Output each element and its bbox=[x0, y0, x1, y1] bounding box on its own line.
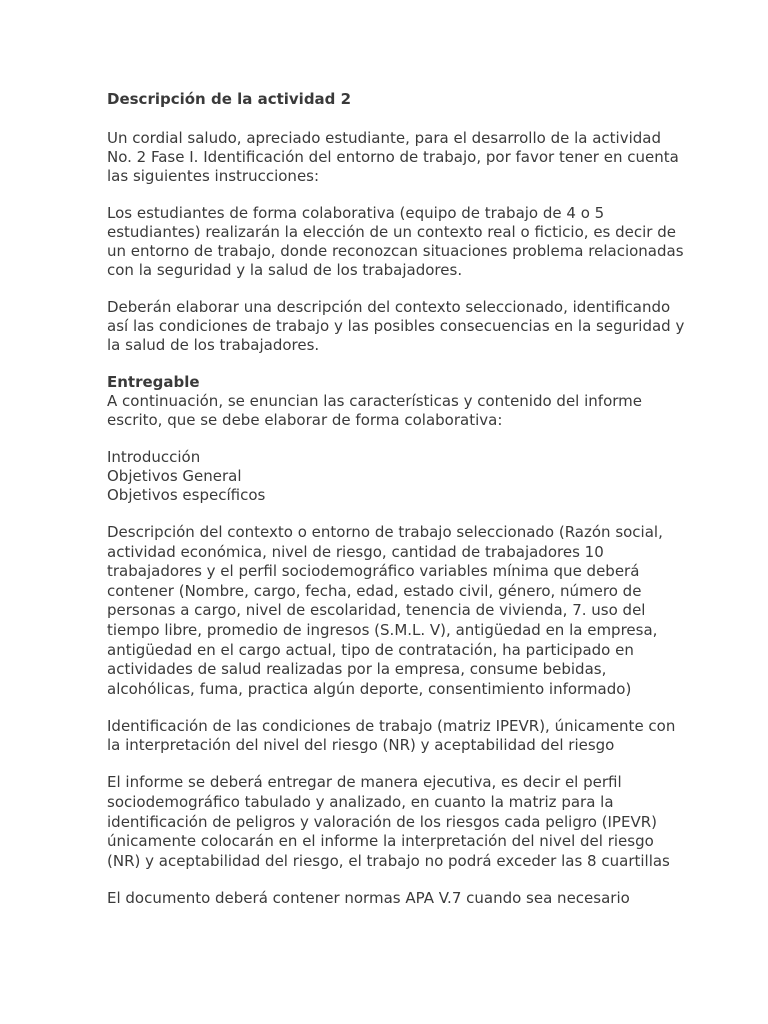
context-description-paragraph: Descripción del contexto o entorno de trabajo seleccionado (Razón social, actividad económica, nivel de riesgo, cantidad de trabajadores 10 trabajadores y el perfil sociodemográfico variables mínima que deberá contener (Nombre, cargo, fecha, edad, estado civil, género, número de personas a cargo, nivel de escolaridad, tenencia de vivienda, 7. uso del tiempo libre, promedio de ingresos (S.M.L. V), antigüedad en la empresa, antigüedad en el cargo actual, tipo de contratación, ha participado en actividades de salud realizadas por la empresa, consume bebidas, alcohólicas, fuma, practica algún deporte, consentimiento informado) bbox=[107, 523, 663, 698]
spacer bbox=[107, 355, 687, 373]
spacer bbox=[107, 755, 687, 773]
spacer bbox=[107, 430, 687, 448]
deliverable-heading: Entregable bbox=[107, 373, 200, 391]
working-conditions-paragraph: Identificación de las condiciones de trabajo (matriz IPEVR), únicamente con la interpretación del nivel del riesgo (NR) y aceptabilidad del riesgo bbox=[107, 717, 676, 755]
executive-report-paragraph: El informe se deberá entregar de manera ejecutiva, es decir el perfil sociodemográfico tabulado y analizado, en cuanto la matriz para la identificación de peligros y valoración de los riesgos cada peligro (IPEVR) únicamente colocarán en el informe la interpretación del nivel del riesgo (NR) y aceptabilidad del riesgo, el trabajo no podrá exceder las 8 cuartillas bbox=[107, 773, 670, 870]
spacer bbox=[107, 109, 687, 129]
section-item-objetivos-general: Objetivos General bbox=[107, 467, 242, 485]
section-list bbox=[107, 448, 687, 505]
apa-norms-paragraph: El documento deberá contener normas APA V.7 cuando sea necesario bbox=[107, 889, 630, 908]
spacer bbox=[107, 505, 687, 523]
section-item-objetivos-especificos: Objetivos específicos bbox=[107, 486, 266, 504]
document-title: Descripción de la actividad 2 bbox=[107, 90, 352, 108]
deliverable-intro: A continuación, se enuncian las características y contenido del informe escrito, que se debe elaborar de forma colaborativa: bbox=[107, 392, 642, 429]
intro-paragraph: Un cordial saludo, apreciado estudiante, para el desarrollo de la actividad No. 2 Fase I. Identificación del entorno de trabajo, por favor tener en cuenta las siguientes instrucciones: bbox=[107, 129, 679, 185]
section-item-introduccion: Introducción bbox=[107, 448, 201, 466]
spacer bbox=[107, 280, 687, 298]
spacer bbox=[107, 186, 687, 204]
spacer bbox=[107, 871, 687, 889]
collaboration-paragraph: Los estudiantes de forma colaborativa (equipo de trabajo de 4 o 5 estudiantes) realizarán la elección de un contexto real o ficticio, es decir de un entorno de trabajo, donde reconozcan situaciones problema relacionadas con la seguridad y la salud de los trabajadores. bbox=[107, 204, 684, 279]
description-paragraph: Deberán elaborar una descripción del contexto seleccionado, identificando así las condiciones de trabajo y las posibles consecuencias en la seguridad y la salud de los trabajadores. bbox=[107, 298, 685, 354]
spacer bbox=[107, 699, 687, 717]
document-page bbox=[107, 90, 687, 908]
